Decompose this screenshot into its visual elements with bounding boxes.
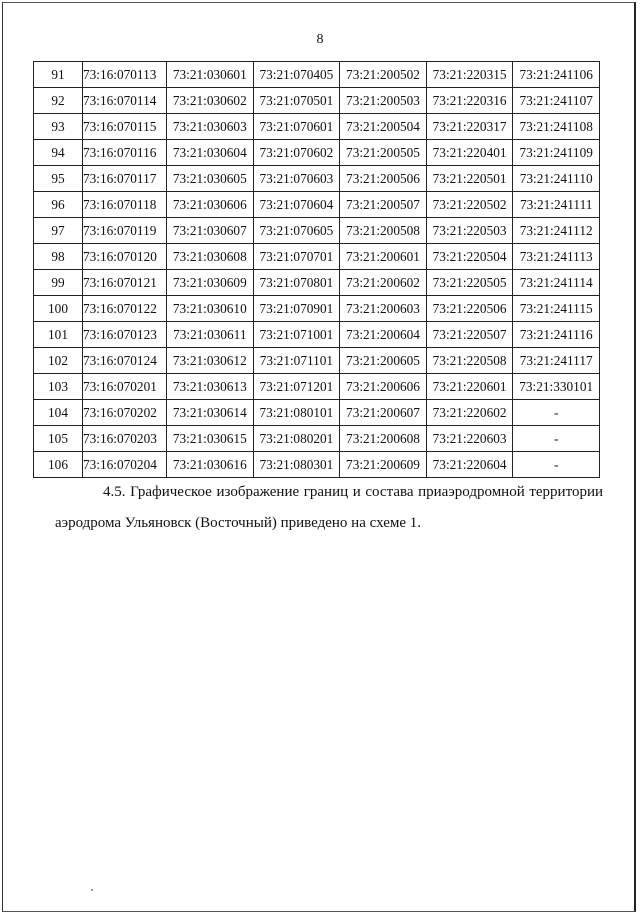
cadastral-number-cell: 73:21:030611 — [167, 322, 254, 348]
cadastral-number-cell: 73:21:220508 — [426, 348, 513, 374]
row-number-cell: 101 — [34, 322, 83, 348]
cadastral-number-cell: - — [513, 400, 600, 426]
cadastral-table — [33, 61, 600, 478]
cadastral-number-cell: 73:21:080201 — [253, 426, 340, 452]
cadastral-number-cell: 73:21:070602 — [253, 140, 340, 166]
row-number-cell: 103 — [34, 374, 83, 400]
row-number-cell: 92 — [34, 88, 83, 114]
cadastral-number-cell: 73:21:030603 — [167, 114, 254, 140]
cadastral-number-cell: 73:16:070203 — [83, 426, 167, 452]
cadastral-number-cell: 73:21:220505 — [426, 270, 513, 296]
cadastral-number-cell: 73:21:200508 — [340, 218, 427, 244]
cadastral-number-cell: 73:16:070201 — [83, 374, 167, 400]
row-number-cell: 95 — [34, 166, 83, 192]
cadastral-number-cell: 73:21:071001 — [253, 322, 340, 348]
cadastral-number-cell: 73:21:200502 — [340, 62, 427, 88]
row-number-cell: 94 — [34, 140, 83, 166]
cadastral-number-cell: 73:21:070801 — [253, 270, 340, 296]
cadastral-number-cell: 73:21:220504 — [426, 244, 513, 270]
cadastral-number-cell: 73:21:030601 — [167, 62, 254, 88]
row-number-cell: 104 — [34, 400, 83, 426]
page-number: 8 — [316, 32, 324, 47]
cadastral-number-cell: 73:21:241115 — [513, 296, 600, 322]
cadastral-number-cell: 73:21:220601 — [426, 374, 513, 400]
scan-speck — [91, 889, 93, 891]
cadastral-number-cell: 73:21:200505 — [340, 140, 427, 166]
cadastral-number-cell: 73:21:220317 — [426, 114, 513, 140]
cadastral-number-cell: 73:21:200608 — [340, 426, 427, 452]
cadastral-number-cell: 73:21:200601 — [340, 244, 427, 270]
cadastral-number-cell: 73:21:241114 — [513, 270, 600, 296]
cadastral-number-cell: 73:21:241117 — [513, 348, 600, 374]
table-row — [34, 114, 600, 140]
cadastral-number-cell: 73:21:070501 — [253, 88, 340, 114]
cadastral-number-cell: 73:21:220602 — [426, 400, 513, 426]
table-row — [34, 322, 600, 348]
cadastral-number-cell: 73:16:070202 — [83, 400, 167, 426]
row-number-cell: 105 — [34, 426, 83, 452]
cadastral-number-cell: 73:21:030614 — [167, 400, 254, 426]
cadastral-number-cell: 73:21:200606 — [340, 374, 427, 400]
cadastral-number-cell: 73:21:030615 — [167, 426, 254, 452]
cadastral-number-cell: 73:21:220501 — [426, 166, 513, 192]
cadastral-number-cell: 73:21:200506 — [340, 166, 427, 192]
cadastral-number-cell: 73:21:241111 — [513, 192, 600, 218]
row-number-cell: 97 — [34, 218, 83, 244]
cadastral-number-cell: 73:21:030602 — [167, 88, 254, 114]
row-number-cell: 106 — [34, 452, 83, 478]
paragraph-line-2: аэродрома Ульяновск (Восточный) приведено на схеме 1. — [55, 515, 422, 531]
cadastral-number-cell: 73:21:200503 — [340, 88, 427, 114]
table-row — [34, 270, 600, 296]
cadastral-number-cell: 73:21:241109 — [513, 140, 600, 166]
cadastral-number-cell: 73:21:241112 — [513, 218, 600, 244]
cadastral-number-cell: 73:21:070605 — [253, 218, 340, 244]
cadastral-number-cell: 73:16:070122 — [83, 296, 167, 322]
table-row — [34, 140, 600, 166]
cadastral-number-cell: 73:16:070204 — [83, 452, 167, 478]
cadastral-number-cell: 73:16:070116 — [83, 140, 167, 166]
table-row — [34, 452, 600, 478]
cadastral-number-cell: 73:21:200602 — [340, 270, 427, 296]
cadastral-number-cell: 73:21:200604 — [340, 322, 427, 348]
cadastral-number-cell: 73:21:070601 — [253, 114, 340, 140]
cadastral-number-cell: 73:21:030613 — [167, 374, 254, 400]
row-number-cell: 96 — [34, 192, 83, 218]
table-row — [34, 374, 600, 400]
cadastral-number-cell: 73:21:241116 — [513, 322, 600, 348]
table-row — [34, 426, 600, 452]
cadastral-number-cell: 73:21:070603 — [253, 166, 340, 192]
cadastral-number-cell: 73:21:220502 — [426, 192, 513, 218]
cadastral-number-cell: 73:21:220603 — [426, 426, 513, 452]
row-number-cell: 100 — [34, 296, 83, 322]
cadastral-number-cell: 73:16:070123 — [83, 322, 167, 348]
paragraph-line-1: 4.5. Графическое изображение границ и состава приаэродромной территории — [103, 484, 603, 500]
cadastral-number-cell: 73:21:200603 — [340, 296, 427, 322]
cadastral-number-cell: 73:21:030608 — [167, 244, 254, 270]
cadastral-number-cell: 73:16:070118 — [83, 192, 167, 218]
table-body — [34, 62, 600, 478]
cadastral-number-cell: 73:21:241113 — [513, 244, 600, 270]
cadastral-number-cell: 73:21:200504 — [340, 114, 427, 140]
row-number-cell: 102 — [34, 348, 83, 374]
cadastral-number-cell: 73:21:241108 — [513, 114, 600, 140]
cadastral-number-cell: 73:21:071101 — [253, 348, 340, 374]
cadastral-number-cell: 73:21:071201 — [253, 374, 340, 400]
cadastral-number-cell: 73:21:070604 — [253, 192, 340, 218]
cadastral-number-cell: 73:21:030610 — [167, 296, 254, 322]
row-number-cell: 93 — [34, 114, 83, 140]
table-row — [34, 296, 600, 322]
cadastral-number-cell: - — [513, 452, 600, 478]
cadastral-number-cell: 73:21:030605 — [167, 166, 254, 192]
cadastral-number-cell: 73:21:241106 — [513, 62, 600, 88]
cadastral-number-cell: - — [513, 426, 600, 452]
cadastral-number-cell: 73:21:030616 — [167, 452, 254, 478]
row-number-cell: 91 — [34, 62, 83, 88]
cadastral-number-cell: 73:21:070901 — [253, 296, 340, 322]
table-row — [34, 218, 600, 244]
cadastral-number-cell: 73:21:080101 — [253, 400, 340, 426]
cadastral-number-cell: 73:16:070113 — [83, 62, 167, 88]
table-row — [34, 166, 600, 192]
cadastral-number-cell: 73:21:220507 — [426, 322, 513, 348]
cadastral-number-cell: 73:21:200609 — [340, 452, 427, 478]
cadastral-number-cell: 73:21:200605 — [340, 348, 427, 374]
cadastral-number-cell: 73:21:241110 — [513, 166, 600, 192]
section-paragraph — [55, 477, 603, 539]
table-row — [34, 88, 600, 114]
cadastral-number-cell: 73:21:200507 — [340, 192, 427, 218]
cadastral-number-cell: 73:16:070117 — [83, 166, 167, 192]
row-number-cell: 98 — [34, 244, 83, 270]
table-row — [34, 192, 600, 218]
cadastral-number-cell: 73:16:070114 — [83, 88, 167, 114]
table-row — [34, 348, 600, 374]
cadastral-number-cell: 73:16:070121 — [83, 270, 167, 296]
cadastral-number-cell: 73:21:030609 — [167, 270, 254, 296]
table-row — [34, 400, 600, 426]
table-row — [34, 62, 600, 88]
cadastral-number-cell: 73:21:220315 — [426, 62, 513, 88]
cadastral-number-cell: 73:21:200607 — [340, 400, 427, 426]
cadastral-number-cell: 73:21:220503 — [426, 218, 513, 244]
cadastral-number-cell: 73:21:220506 — [426, 296, 513, 322]
cadastral-number-cell: 73:21:070701 — [253, 244, 340, 270]
cadastral-number-cell: 73:21:080301 — [253, 452, 340, 478]
cadastral-number-cell: 73:21:030604 — [167, 140, 254, 166]
row-number-cell: 99 — [34, 270, 83, 296]
cadastral-number-cell: 73:21:030612 — [167, 348, 254, 374]
cadastral-number-cell: 73:21:220604 — [426, 452, 513, 478]
cadastral-number-cell: 73:16:070120 — [83, 244, 167, 270]
table-row — [34, 244, 600, 270]
cadastral-number-cell: 73:16:070115 — [83, 114, 167, 140]
cadastral-number-cell: 73:21:030606 — [167, 192, 254, 218]
cadastral-number-cell: 73:21:220316 — [426, 88, 513, 114]
cadastral-number-cell: 73:21:330101 — [513, 374, 600, 400]
cadastral-number-cell: 73:16:070124 — [83, 348, 167, 374]
cadastral-number-cell: 73:21:220401 — [426, 140, 513, 166]
cadastral-number-cell: 73:21:030607 — [167, 218, 254, 244]
cadastral-number-cell: 73:21:241107 — [513, 88, 600, 114]
cadastral-number-cell: 73:21:070405 — [253, 62, 340, 88]
cadastral-number-cell: 73:16:070119 — [83, 218, 167, 244]
